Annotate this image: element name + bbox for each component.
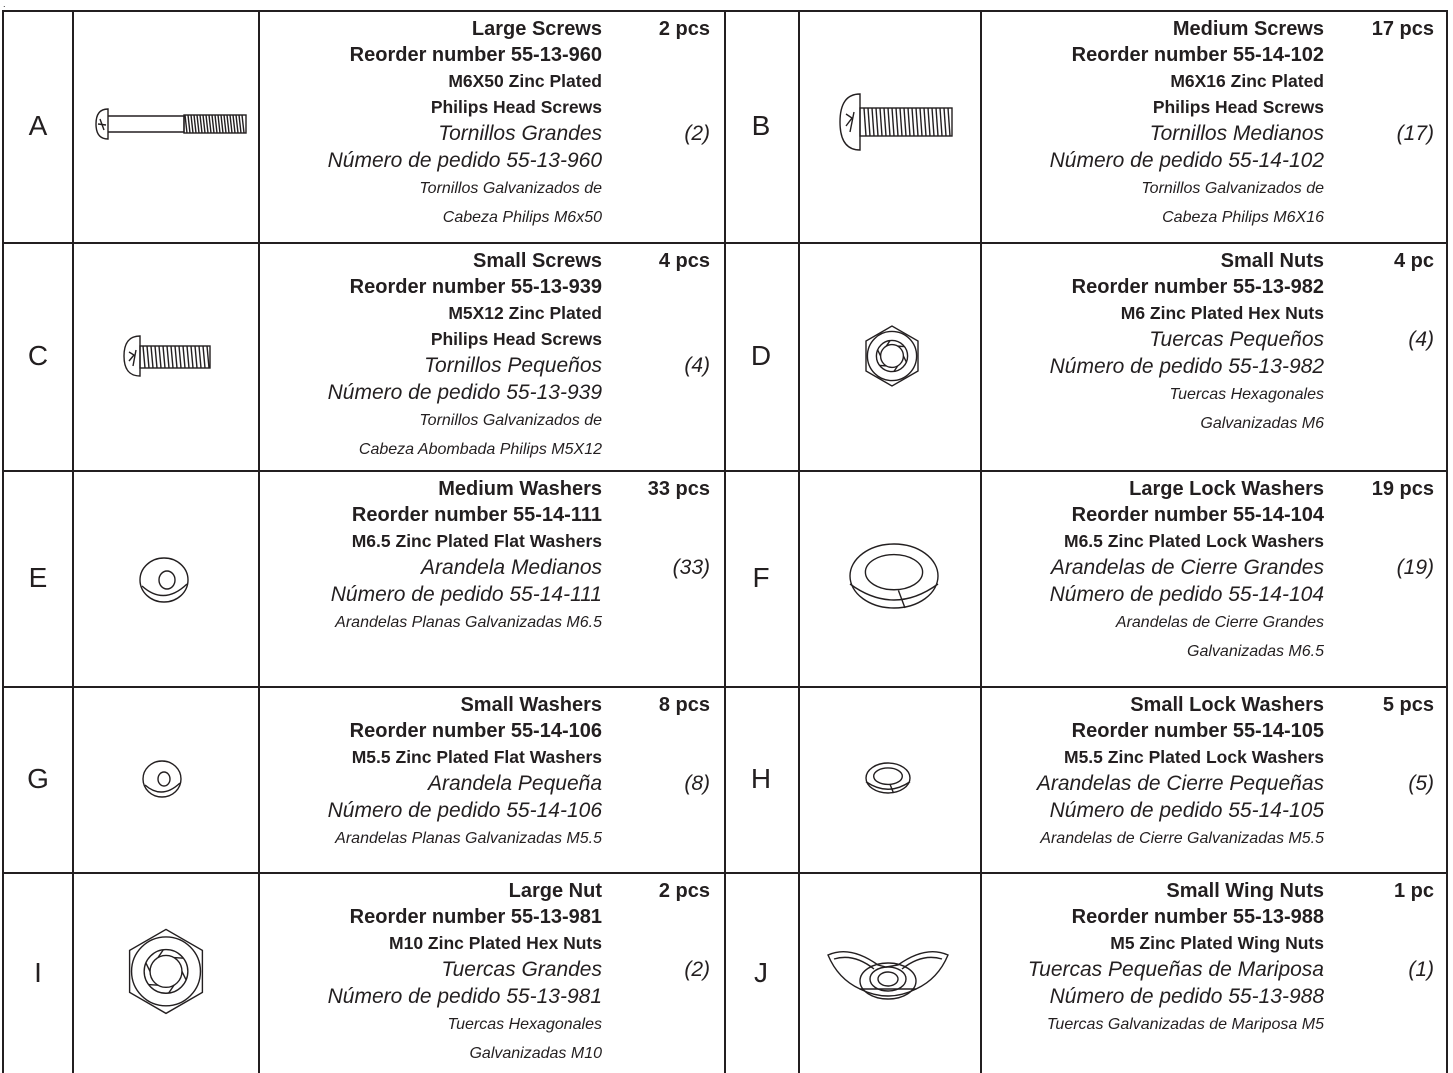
spanish-reorder-number: Número de pedido 55-13-960 — [327, 149, 602, 172]
small-flat-washer-icon — [138, 755, 188, 803]
medium-screw-icon — [830, 86, 956, 158]
large-lock-washer-icon — [846, 540, 944, 616]
spanish-name: Arandelas de Cierre Grandes — [1050, 556, 1324, 579]
part-letter-cell — [4, 872, 72, 1073]
part-name: Medium Screws — [1172, 18, 1324, 40]
part-letter: B — [751, 110, 771, 141]
corner-mark: . — [3, 0, 6, 9]
part-spec: M6.5 Zinc Plated Lock Washers — [1064, 531, 1324, 551]
part-name: Small Wing Nuts — [1166, 880, 1324, 902]
part-name: Large Lock Washers — [1129, 478, 1324, 500]
quantity: 4 pc — [1393, 250, 1434, 272]
part-letter-cell — [724, 470, 798, 686]
part-letter: D — [750, 340, 772, 371]
part-letter: C — [27, 340, 49, 371]
part-spec: Philips Head Screws — [430, 97, 602, 117]
spanish-quantity: (2) — [684, 122, 710, 145]
spanish-reorder-number: Número de pedido 55-14-106 — [327, 799, 602, 822]
reorder-number: Reorder number 55-13-981 — [349, 906, 602, 928]
part-letter: H — [750, 763, 772, 794]
reorder-number: Reorder number 55-13-988 — [1071, 906, 1324, 928]
quantity: 33 pcs — [647, 478, 710, 500]
part-entry — [0, 872, 722, 1073]
part-letter: G — [27, 763, 49, 794]
spanish-description: Tuercas Galvanizadas de Mariposa M5 — [1046, 1016, 1324, 1033]
part-letter-cell — [724, 242, 798, 470]
part-letter-cell — [4, 242, 72, 470]
spanish-description: Galvanizadas M6 — [1200, 415, 1324, 432]
part-name: Small Washers — [460, 694, 602, 716]
large-screw-icon — [84, 97, 254, 151]
spanish-description: Tornillos Galvanizados de — [419, 412, 602, 429]
spanish-quantity: (5) — [1408, 772, 1434, 795]
part-description — [328, 878, 602, 1068]
spanish-description: Arandelas de Cierre Grandes — [1115, 614, 1324, 631]
part-entry — [0, 470, 722, 686]
part-description — [328, 248, 602, 464]
part-spec: M6.5 Zinc Plated Flat Washers — [351, 531, 602, 551]
spanish-name: Tornillos Medianos — [1149, 122, 1324, 145]
spanish-description: Arandelas Planas Galvanizadas M5.5 — [335, 830, 602, 847]
part-spec: M6X50 Zinc Plated — [448, 71, 602, 91]
part-letter: A — [28, 110, 48, 141]
reorder-number: Reorder number 55-13-939 — [349, 276, 602, 298]
spanish-quantity: (33) — [672, 556, 710, 579]
spanish-quantity: (4) — [684, 354, 710, 377]
part-letter: J — [754, 956, 768, 988]
spanish-description: Cabeza Philips M6X16 — [1162, 209, 1324, 226]
spanish-quantity: (17) — [1396, 122, 1434, 145]
part-entry — [724, 872, 1446, 1073]
part-letter: I — [34, 956, 42, 988]
part-description — [1050, 16, 1324, 232]
part-spec: M6 Zinc Plated Hex Nuts — [1120, 303, 1324, 323]
spanish-reorder-number: Número de pedido 55-13-981 — [327, 985, 602, 1008]
part-name: Small Lock Washers — [1130, 694, 1324, 716]
spanish-name: Tornillos Grandes — [438, 122, 602, 145]
quantity: 19 pcs — [1371, 478, 1434, 500]
quantity: 8 pcs — [658, 694, 710, 716]
quantity: 17 pcs — [1371, 18, 1434, 40]
part-spec: Philips Head Screws — [1152, 97, 1324, 117]
spanish-reorder-number: Número de pedido 55-13-988 — [1049, 985, 1324, 1008]
part-name: Large Screws — [471, 18, 602, 40]
reorder-number: Reorder number 55-13-982 — [1071, 276, 1324, 298]
spanish-quantity: (8) — [684, 772, 710, 795]
reorder-number: Reorder number 55-14-106 — [349, 720, 602, 742]
spanish-reorder-number: Número de pedido 55-14-104 — [1049, 583, 1324, 606]
part-description — [331, 476, 602, 637]
spanish-name: Tornillos Pequeños — [424, 354, 602, 377]
spanish-description: Cabeza Philips M6x50 — [442, 209, 602, 226]
part-spec: M5.5 Zinc Plated Flat Washers — [351, 747, 602, 767]
part-entry — [724, 242, 1446, 470]
reorder-number: Reorder number 55-14-111 — [351, 504, 602, 526]
small-screw-icon — [116, 328, 214, 384]
reorder-number: Reorder number 55-13-960 — [349, 44, 602, 66]
reorder-number: Reorder number 55-14-105 — [1071, 720, 1324, 742]
spanish-quantity: (1) — [1408, 958, 1434, 981]
spanish-reorder-number: Número de pedido 55-14-111 — [330, 583, 602, 606]
part-letter-cell — [724, 10, 798, 242]
part-entry — [0, 686, 722, 872]
part-entry — [724, 686, 1446, 872]
part-letter-cell — [724, 872, 798, 1073]
part-entry — [724, 10, 1446, 242]
part-description — [328, 692, 602, 853]
medium-flat-washer-icon — [134, 550, 194, 610]
part-spec: Philips Head Screws — [430, 329, 602, 349]
part-spec: M5X12 Zinc Plated — [448, 303, 602, 323]
grid-vertical-line — [1446, 10, 1448, 1073]
spanish-description: Galvanizadas M10 — [469, 1045, 602, 1062]
spanish-description: Tuercas Hexagonales — [447, 1016, 602, 1033]
part-name: Medium Washers — [438, 478, 602, 500]
small-lock-washer-icon — [862, 760, 918, 798]
part-letter-cell — [4, 10, 72, 242]
part-entry — [0, 10, 722, 242]
reorder-number: Reorder number 55-14-104 — [1071, 504, 1324, 526]
spanish-name: Arandelas de Cierre Pequeñas — [1036, 772, 1324, 795]
part-letter-cell — [4, 470, 72, 686]
spanish-reorder-number: Número de pedido 55-14-102 — [1049, 149, 1324, 172]
part-description — [1028, 878, 1324, 1039]
reorder-number: Reorder number 55-14-102 — [1071, 44, 1324, 66]
wing-nut-icon — [820, 937, 960, 1009]
small-hex-nut-icon — [852, 320, 932, 392]
quantity: 2 pcs — [658, 18, 710, 40]
spanish-reorder-number: Número de pedido 55-14-105 — [1049, 799, 1324, 822]
part-letter: E — [28, 562, 48, 593]
part-spec: M10 Zinc Plated Hex Nuts — [389, 933, 602, 953]
part-spec: M6X16 Zinc Plated — [1170, 71, 1324, 91]
spanish-quantity: (2) — [684, 958, 710, 981]
spanish-name: Arandela Medianos — [421, 556, 602, 579]
spanish-description: Tornillos Galvanizados de — [1141, 180, 1324, 197]
spanish-name: Tuercas Pequeños — [1149, 328, 1324, 351]
spanish-name: Arandela Pequeña — [428, 772, 602, 795]
quantity: 2 pcs — [658, 880, 710, 902]
spanish-description: Arandelas de Cierre Galvanizadas M5.5 — [1040, 830, 1324, 847]
part-name: Small Screws — [473, 250, 602, 272]
quantity: 5 pcs — [1382, 694, 1434, 716]
part-spec: M5.5 Zinc Plated Lock Washers — [1064, 747, 1324, 767]
spanish-reorder-number: Número de pedido 55-13-982 — [1049, 355, 1324, 378]
spanish-description: Galvanizadas M6.5 — [1187, 643, 1324, 660]
spanish-name: Tuercas Pequeñas de Mariposa — [1027, 958, 1324, 981]
quantity: 1 pc — [1393, 880, 1434, 902]
part-letter-cell — [4, 686, 72, 872]
spanish-quantity: (19) — [1396, 556, 1434, 579]
part-description — [1050, 248, 1324, 438]
spanish-description: Arandelas Planas Galvanizadas M6.5 — [335, 614, 602, 631]
part-name: Small Nuts — [1220, 250, 1324, 272]
spanish-description: Cabeza Abombada Philips M5X12 — [358, 441, 602, 458]
part-description — [1037, 692, 1324, 853]
spanish-description: Tuercas Hexagonales — [1169, 386, 1324, 403]
part-description — [1050, 476, 1324, 666]
part-letter-cell — [724, 686, 798, 872]
part-entry — [0, 242, 722, 470]
part-entry — [724, 470, 1446, 686]
spanish-reorder-number: Número de pedido 55-13-939 — [327, 381, 602, 404]
part-name: Large Nut — [508, 880, 602, 902]
part-description — [328, 16, 602, 232]
large-hex-nut-icon — [110, 921, 222, 1021]
part-spec: M5 Zinc Plated Wing Nuts — [1110, 933, 1324, 953]
quantity: 4 pcs — [658, 250, 710, 272]
spanish-quantity: (4) — [1408, 328, 1434, 351]
spanish-description: Tornillos Galvanizados de — [419, 180, 602, 197]
part-letter: F — [752, 562, 770, 593]
spanish-name: Tuercas Grandes — [441, 958, 602, 981]
